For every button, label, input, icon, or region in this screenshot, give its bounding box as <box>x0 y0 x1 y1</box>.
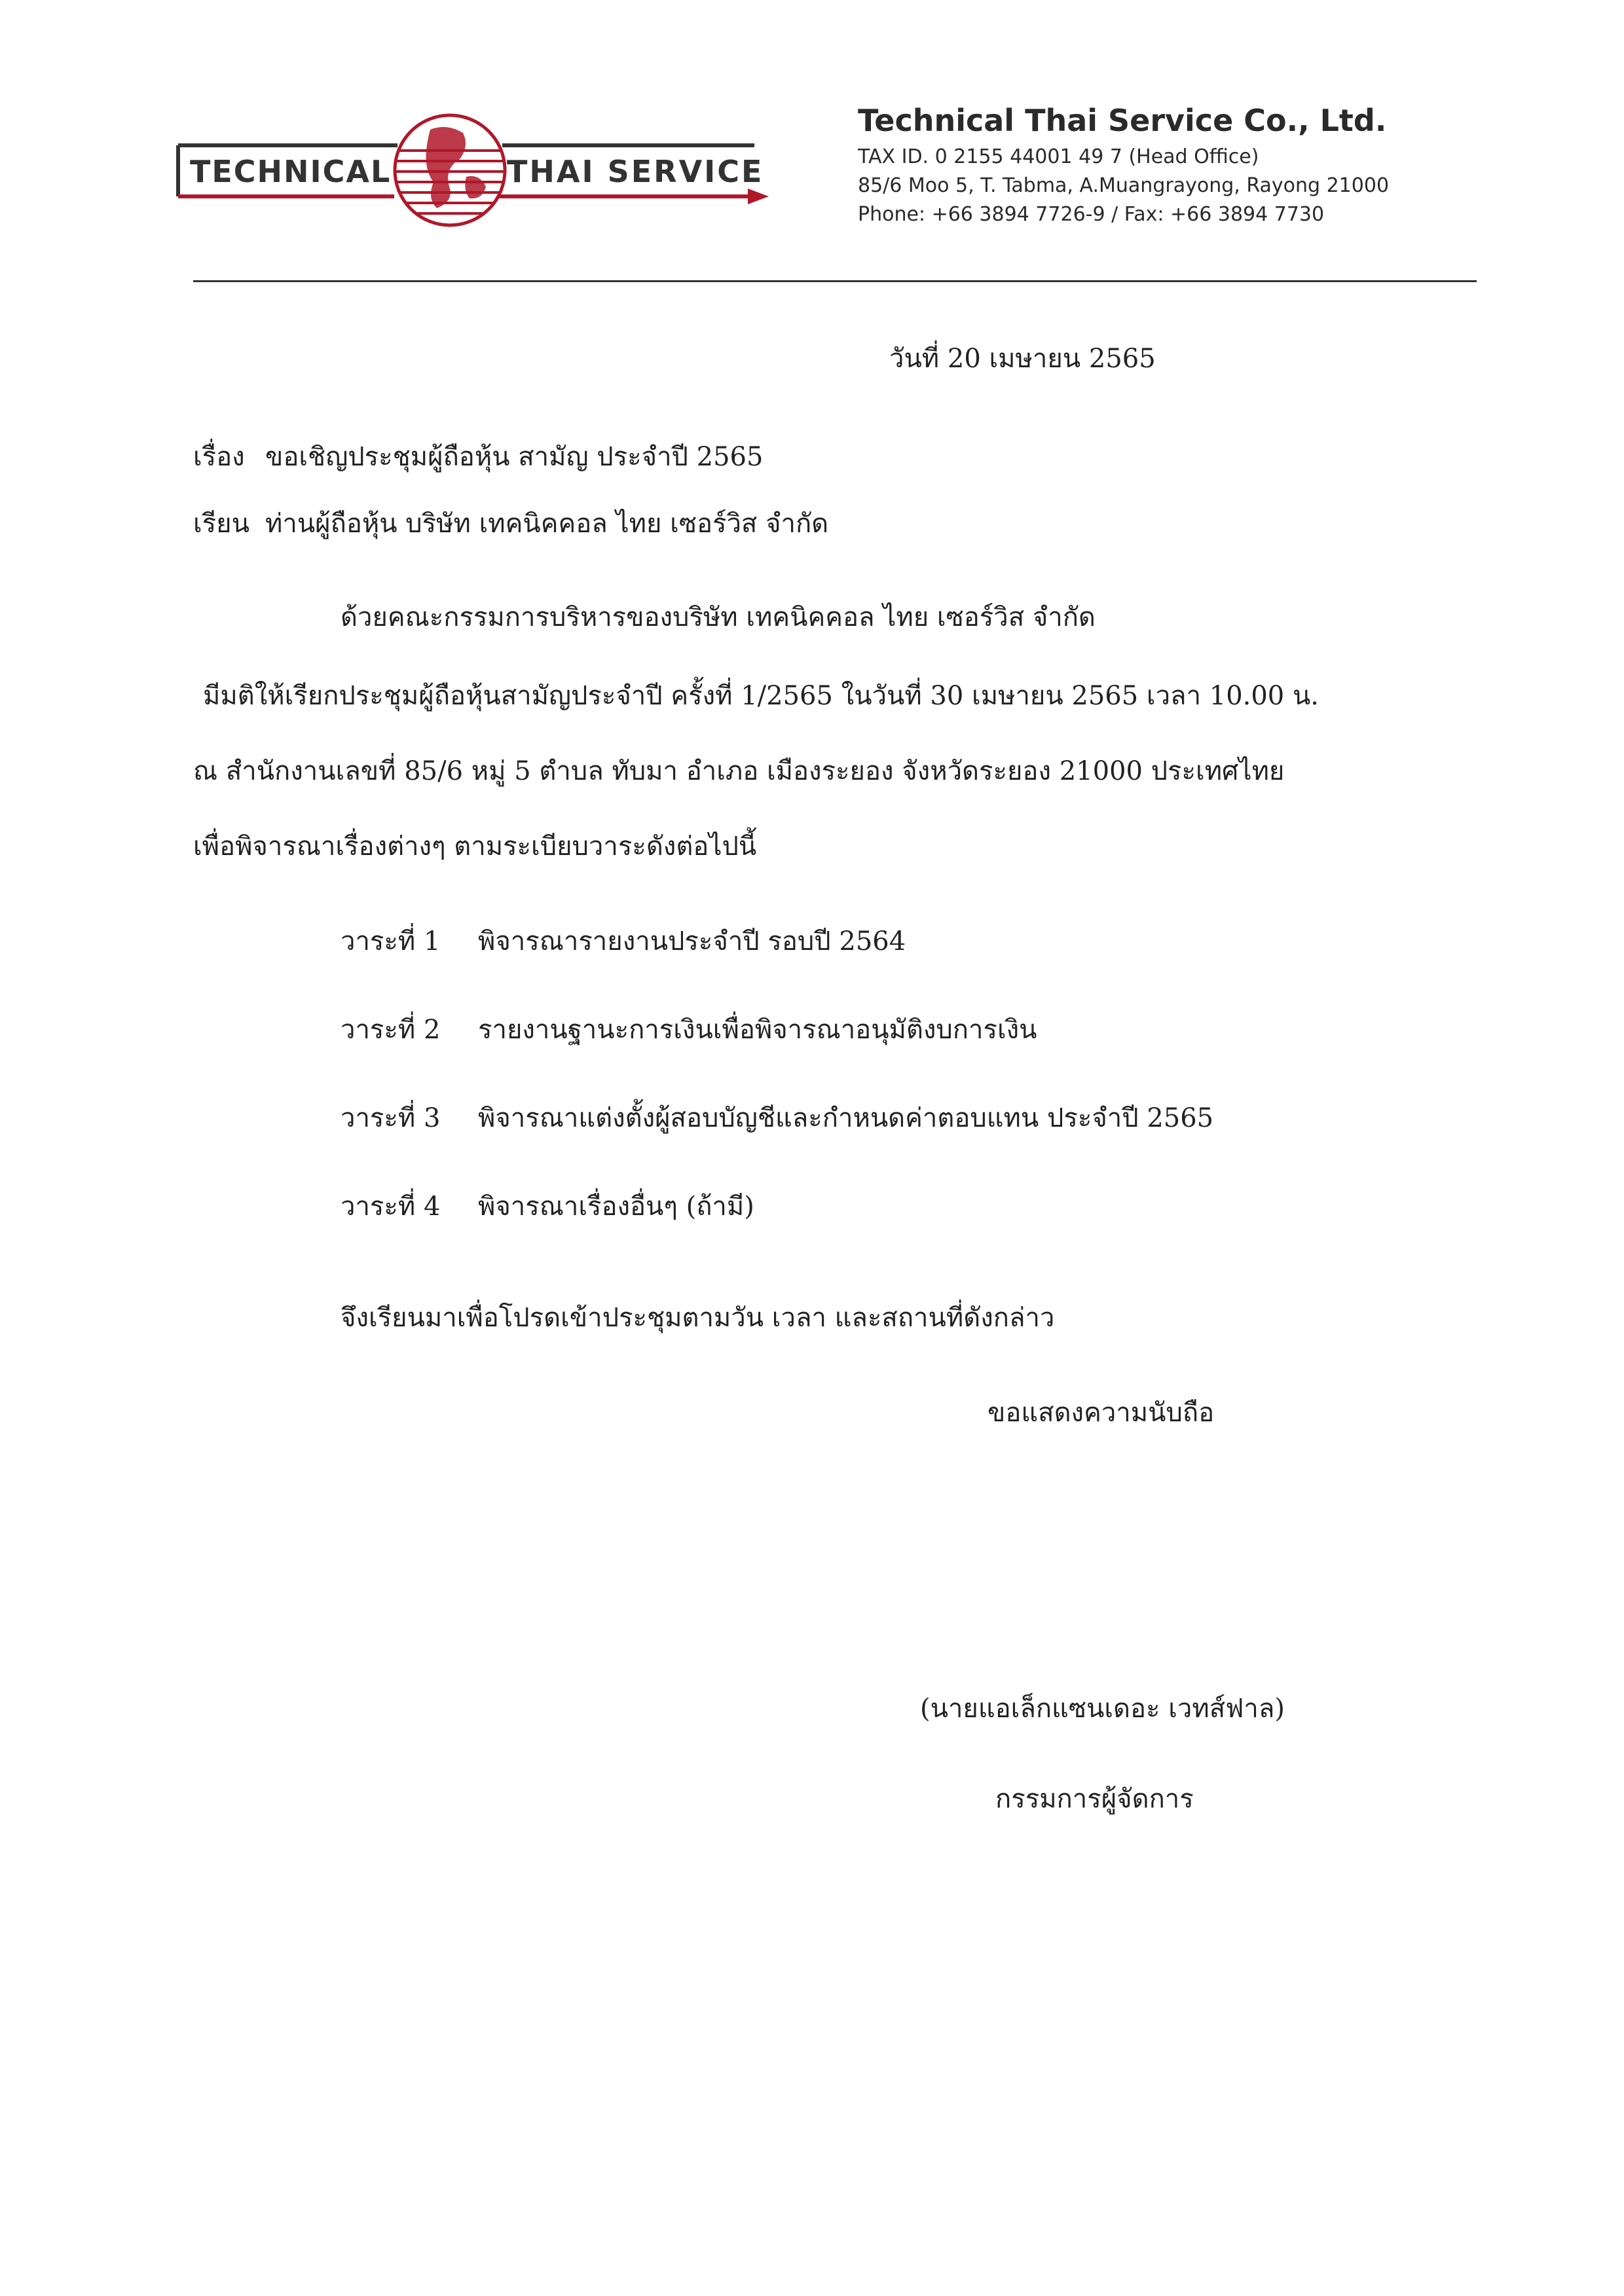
company-address: 85/6 Moo 5, T. Tabma, A.Muangrayong, Rayong 21000 <box>858 174 1390 197</box>
subject-text: ขอเชิญประชุมผู้ถือหุ้น สามัญ ประจำปี 2565 <box>265 442 764 472</box>
agenda-number: วาระที่ 4 <box>341 1192 441 1222</box>
agenda-number: วาระที่ 2 <box>341 1015 441 1045</box>
globe-icon <box>395 115 505 225</box>
agenda-text: พิจารณาเรื่องอื่นๆ (ถ้ามี) <box>478 1192 754 1222</box>
recipient-line <box>193 505 828 542</box>
regards-line: ขอแสดงความนับถือ <box>987 1398 1215 1428</box>
recipient-label: เรียน <box>193 509 249 539</box>
agenda-text: รายงานฐานะการเงินเพื่อพิจารณาอนุมัติงบการเงิน <box>478 1015 1037 1045</box>
letter-date: วันที่ 20 เมษายน 2565 <box>889 344 1156 374</box>
body-line-3: ณ สำนักงานเลขที่ 85/6 หมู่ 5 ตำบล ทับมา อำเภอ เมืองระยอง จังหวัดระยอง 21000 ประเทศไทย <box>193 756 1285 786</box>
recipient-text: ท่านผู้ถือหุ้น บริษัท เทคนิคคอล ไทย เซอร์วิส จำกัด <box>265 509 829 539</box>
closing-line: จึงเรียนมาเพื่อโปรดเข้าประชุมตามวัน เวลา และสถานที่ดังกล่าว <box>341 1303 1055 1333</box>
company-phone: Phone: +66 3894 7726-9 / Fax: +66 3894 7730 <box>858 203 1325 226</box>
agenda-text: พิจารณารายงานประจำปี รอบปี 2564 <box>478 926 906 957</box>
logo-left-text: TECHNICAL <box>190 154 392 189</box>
body-line-1: ด้วยคณะกรรมการบริหารของบริษัท เทคนิคคอล ไทย เซอร์วิส จำกัด <box>341 602 1096 632</box>
company-name: Technical Thai Service Co., Ltd. <box>858 103 1387 138</box>
signatory-name: (นายแอเล็กแซนเดอะ เวทส์ฟาล) <box>920 1694 1285 1724</box>
agenda-number: วาระที่ 1 <box>341 926 441 957</box>
agenda-number: วาระที่ 3 <box>341 1103 441 1133</box>
agenda-text: พิจารณาแต่งตั้งผู้สอบบัญชีและกำหนดค่าตอบแทน ประจำปี 2565 <box>478 1103 1214 1133</box>
signatory-title: กรรมการผู้จัดการ <box>995 1784 1194 1814</box>
body-line-4: เพื่อพิจารณาเรื่องต่างๆ ตามระเบียบวาระดังต่อไปนี้ <box>193 831 757 862</box>
company-logo <box>172 105 774 242</box>
tax-id: TAX ID. 0 2155 44001 49 7 (Head Office) <box>858 145 1259 168</box>
subject-line <box>193 439 763 475</box>
agenda-item <box>341 1100 1454 1137</box>
header-divider <box>193 280 1477 282</box>
body-line-2: มีมติให้เรียกประชุมผู้ถือหุ้นสามัญประจำปี ครั้งที่ 1/2565 ในวันที่ 30 เมษายน 2565 เวลา 10.00 น. <box>203 681 1320 711</box>
company-info <box>858 98 1389 229</box>
agenda-item <box>341 1188 1454 1225</box>
agenda-item <box>341 1011 1454 1048</box>
agenda-item <box>341 923 1454 960</box>
subject-label: เรื่อง <box>193 442 245 472</box>
logo-right-text: THAI SERVICE <box>507 154 764 189</box>
